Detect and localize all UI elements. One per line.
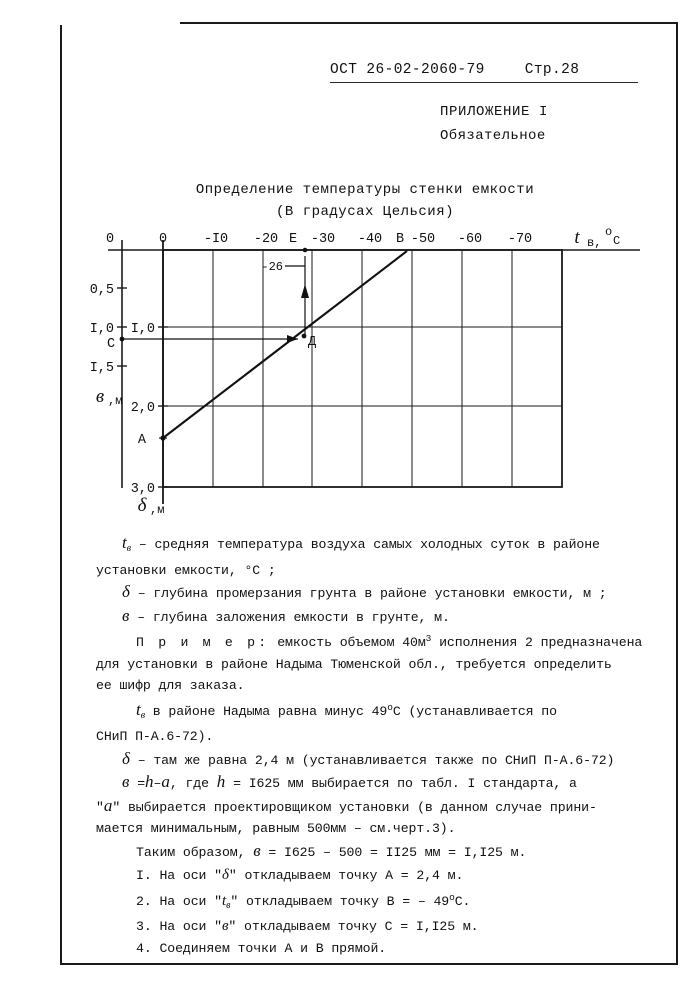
- step-item-1: [96, 865, 662, 887]
- def-v-text: – глубина заложения емкости в грунте, м.: [137, 609, 450, 625]
- step-item-4: [96, 938, 662, 960]
- symbol-v-3: в: [253, 840, 261, 860]
- x-tick-label--70: -70: [507, 232, 533, 247]
- example-line-9: мается минимальным, равным 500мм – см.черт.3).: [96, 821, 456, 836]
- symbol-a-2: a: [103, 795, 113, 815]
- step-3-symbol: в: [221, 918, 229, 934]
- example-line-10-rest: = I625 – 500 = II25 мм = I,I25 м.: [260, 844, 527, 860]
- step-3-number: 3.: [136, 919, 152, 934]
- symbol-tv-2-sub: в: [140, 709, 145, 721]
- example-line-1-rest: емкость объемом 40м: [269, 635, 426, 650]
- x-tick-label--50: -50: [410, 232, 436, 247]
- example-line-5: СНиП П-А.6-72).: [96, 729, 214, 744]
- example-line-7-eq: =: [129, 776, 146, 791]
- dimension-arrow-head-up: [301, 284, 309, 298]
- step-2-number: 2.: [136, 893, 152, 909]
- x-axis-name-sub: в,: [587, 236, 602, 250]
- x-axis-unit-celsius: С: [613, 234, 621, 248]
- def-tv-text-1: – средняя температура воздуха самых холодных суток в районе: [138, 537, 600, 552]
- v-axis-unit: ,м: [108, 394, 123, 408]
- def-v-line: [96, 605, 662, 629]
- axis-point-label-E: Е: [288, 232, 298, 247]
- step-1-post: " откладываем точку A = 2,4 м.: [228, 868, 464, 883]
- standard-code: ОСТ 26-02-2060-79: [330, 62, 485, 78]
- delta-tick-label-2-0: 2,0: [130, 401, 155, 416]
- example-line-8-rest: выбирается проектировщиком установки (в данном случае прини-: [120, 799, 597, 815]
- step-4-number: 4.: [136, 940, 152, 956]
- def-tv-text-2: установки емкости, °С ;: [96, 562, 276, 578]
- step-4-pre: Соединяем точки A и B прямой.: [159, 940, 387, 956]
- annex-title: ПРИЛОЖЕНИЕ I: [440, 104, 549, 120]
- symbol-delta: δ: [122, 582, 130, 601]
- annex-subtitle: Обязательное: [440, 128, 546, 144]
- step-2-pre: На оси ": [159, 893, 222, 909]
- step-3-post: " откладываем точку C = I,I25 м.: [228, 919, 479, 934]
- page-number: Стр.28: [524, 62, 580, 78]
- example-line-3: ее шифр для заказа.: [96, 678, 245, 693]
- example-line-4-sup: о: [387, 701, 393, 713]
- x-axis-name: t: [574, 227, 580, 248]
- example-line-4-tail: С (устанавливается по: [392, 703, 557, 719]
- document-header: [330, 62, 660, 78]
- step-2-symbol: t: [221, 892, 227, 909]
- body-text: [96, 532, 662, 959]
- def-tv-line-1: [96, 532, 662, 560]
- symbol-h-2: h: [216, 772, 226, 791]
- example-line-7-rest: , где: [169, 776, 217, 791]
- def-delta-text: – глубина промерзания грунта в районе установки емкости, м ;: [137, 586, 607, 601]
- example-line-1: [96, 628, 662, 654]
- example-line-6: [96, 748, 662, 772]
- symbol-delta-2: δ: [122, 748, 130, 768]
- delta-tick-label-1-0: I,0: [130, 322, 155, 337]
- symbol-tv-sub: в: [126, 543, 131, 554]
- line-point-label-D: Д: [308, 335, 317, 350]
- example-line-4-rest: в районе Надыма равна минус 49: [144, 703, 388, 719]
- nomogram-line-AB: [163, 251, 407, 438]
- step-2-post: " откладываем точку B = – 49: [230, 893, 450, 909]
- axis-point-label-A: A: [137, 433, 146, 448]
- v-axis-name: в: [95, 386, 105, 407]
- x-tick-label--30: -30: [310, 232, 336, 247]
- header-rule: [330, 82, 638, 83]
- x-tick-label--20: -20: [253, 232, 279, 247]
- step-3-pre: На оси ": [159, 919, 222, 934]
- example-line-7-minus: –: [153, 776, 162, 791]
- chart-subtitle: (В градусах Цельсия): [275, 204, 455, 220]
- step-2-tail: С.: [454, 893, 471, 909]
- example-line-7: [96, 771, 662, 795]
- x-tick-label--60: -60: [457, 232, 483, 247]
- example-line-2: для установки в районе Надыма Тюменской обл., требуется определить: [96, 656, 612, 672]
- symbol-tv-2: t: [136, 699, 141, 719]
- symbol-v: в: [122, 605, 130, 625]
- def-delta-line: [96, 581, 662, 605]
- delta-tick-label-3-0: 3,0: [130, 482, 155, 497]
- x-tick-label-origin-outer: 0: [105, 232, 115, 247]
- x-tick-label--10: -I0: [203, 232, 229, 247]
- step-1-number: I.: [136, 868, 152, 883]
- delta-axis-unit: ,м: [150, 503, 165, 517]
- dimension-label--26: -26: [261, 260, 283, 274]
- step-item-2: [96, 887, 662, 917]
- line-point-marker-D: [302, 334, 307, 339]
- example-line-8-quote-close: ": [112, 799, 121, 815]
- v-tick-label-0-5: 0,5: [89, 283, 114, 298]
- step-2-symbol-sub: в: [226, 899, 231, 911]
- def-tv-line-2: [96, 560, 662, 582]
- symbol-tv: t: [122, 533, 127, 552]
- example-line-10-lead: Таким образом,: [136, 844, 254, 860]
- step-1-symbol: δ: [221, 867, 229, 883]
- temperature-nomogram-chart: [80, 226, 680, 526]
- x-tick-label--40: -40: [357, 232, 383, 247]
- symbol-a: a: [161, 772, 170, 791]
- symbol-h: h: [145, 772, 154, 791]
- chart-title: Определение температуры стенки емкости: [195, 182, 535, 198]
- x-axis-unit-degree: о: [605, 226, 613, 239]
- example-line-10: [96, 840, 662, 864]
- example-line-1-sup: 3: [425, 633, 432, 644]
- axis-point-label-B: В: [395, 232, 405, 247]
- example-line-7-tail: = I625 мм выбирается по табл. I стандарта, а: [225, 776, 577, 791]
- example-line-6-rest: – там же равна 2,4 м (устанавливается также по СНиП П-А.6-72): [129, 752, 615, 768]
- example-line-4: [96, 697, 662, 727]
- example-line-8-quote-open: ": [96, 799, 104, 815]
- v-tick-label-1-5: I,5: [89, 361, 114, 376]
- step-item-3: [96, 916, 662, 938]
- symbol-v-2: в: [122, 772, 130, 791]
- outer-axis-point-label-C: C: [106, 337, 116, 352]
- example-line-8: [96, 795, 662, 819]
- example-line-1-tail: исполнения 2 предназначена: [431, 635, 643, 650]
- example-lead: П р и м е р:: [136, 635, 270, 650]
- steps-list: [96, 865, 662, 959]
- step-1-pre: На оси ": [159, 868, 222, 883]
- delta-axis-name: δ: [137, 495, 147, 516]
- v-tick-label-1-0: I,0: [89, 322, 114, 337]
- axis-point-marker-E: [303, 248, 308, 253]
- step-2-sup: о: [449, 891, 455, 903]
- x-tick-label-0: 0: [158, 232, 168, 247]
